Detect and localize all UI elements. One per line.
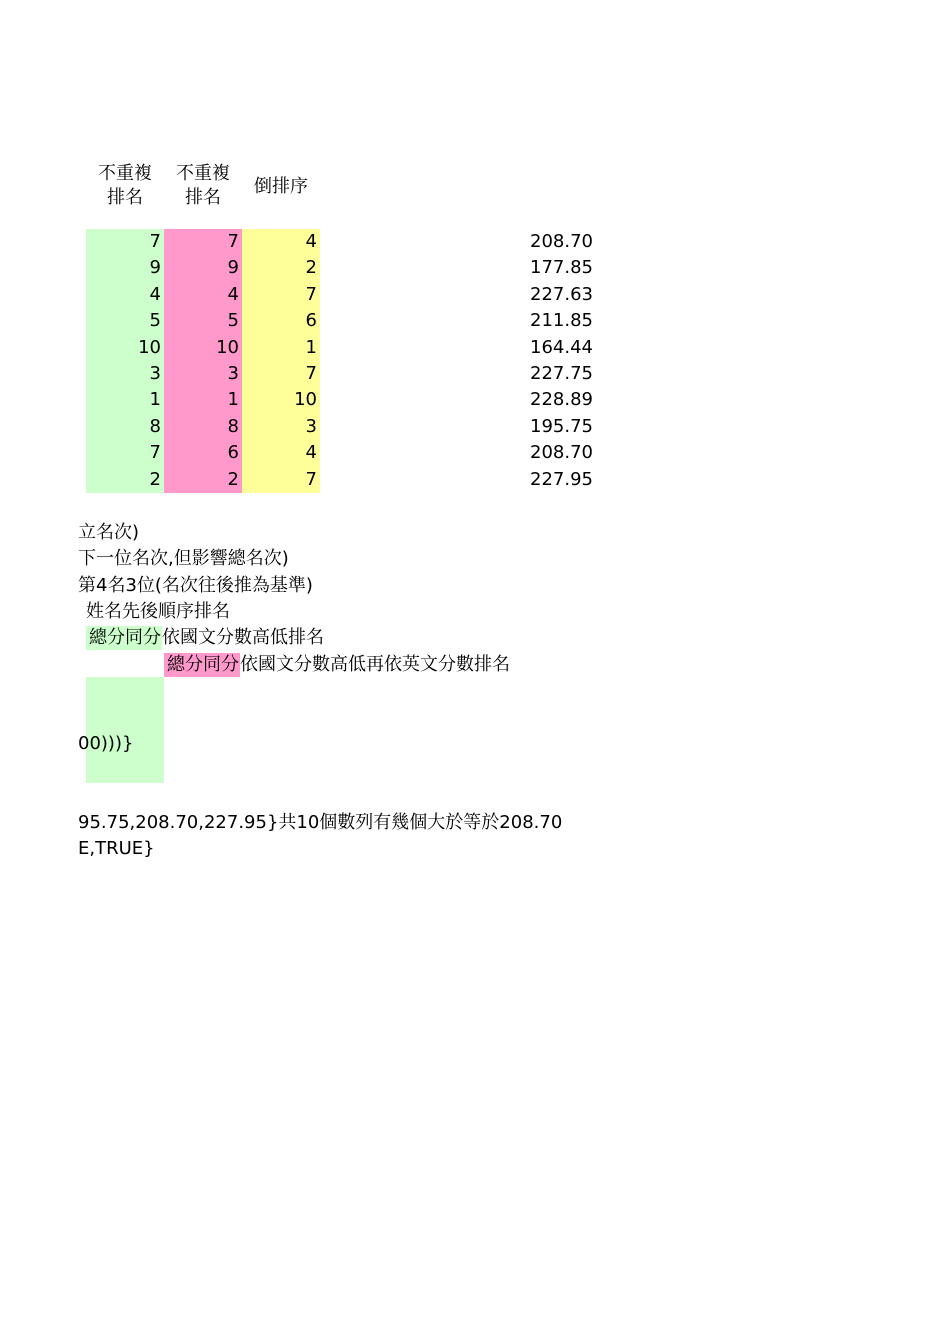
header-unique-rank-2-line1: 不重複 bbox=[176, 163, 230, 184]
array-description-line: 95.75,208.70,227.95}共10個數列有幾個大於等於208.70 bbox=[78, 812, 563, 833]
cell-value[interactable]: 227.63 bbox=[530, 284, 593, 305]
note-line-5 bbox=[86, 625, 324, 651]
cell-reverse[interactable]: 4 bbox=[305, 442, 317, 463]
header-unique-rank-1-line2: 排名 bbox=[107, 187, 143, 208]
note-line-6 bbox=[164, 652, 510, 678]
cell-reverse[interactable]: 7 bbox=[305, 284, 317, 305]
header-unique-rank-2 bbox=[164, 162, 242, 210]
cell-rank-a[interactable]: 8 bbox=[149, 416, 161, 437]
cell-rank-a[interactable]: 10 bbox=[138, 337, 161, 358]
cell-value[interactable]: 177.85 bbox=[530, 257, 593, 278]
cell-rank-b[interactable]: 6 bbox=[227, 442, 239, 463]
cell-rank-b[interactable]: 7 bbox=[227, 231, 239, 252]
cell-rank-b[interactable]: 4 bbox=[227, 284, 239, 305]
tie-highlight-pink: 總分同分 bbox=[164, 653, 240, 677]
cell-reverse[interactable]: 10 bbox=[294, 389, 317, 410]
cell-value[interactable]: 228.89 bbox=[530, 389, 593, 410]
cell-rank-b[interactable]: 5 bbox=[227, 310, 239, 331]
tie-highlight-green: 總分同分 bbox=[86, 626, 162, 650]
cell-reverse[interactable]: 2 bbox=[305, 257, 317, 278]
header-unique-rank-1 bbox=[86, 162, 164, 210]
cell-value[interactable]: 208.70 bbox=[530, 442, 593, 463]
note-line-3: 第4名3位(名次往後推為基準) bbox=[78, 575, 313, 596]
header-reverse-rank bbox=[242, 175, 320, 199]
cell-rank-b[interactable]: 2 bbox=[227, 469, 239, 490]
cell-rank-b[interactable]: 1 bbox=[227, 389, 239, 410]
formula-tail: 00)))} bbox=[78, 733, 134, 754]
cell-reverse[interactable]: 1 bbox=[305, 337, 317, 358]
cell-rank-b[interactable]: 9 bbox=[227, 257, 239, 278]
note-line-5-rest: 依國文分數高低排名 bbox=[162, 627, 324, 648]
cell-value[interactable]: 208.70 bbox=[530, 231, 593, 252]
cell-value[interactable]: 195.75 bbox=[530, 416, 593, 437]
cell-reverse[interactable]: 7 bbox=[305, 469, 317, 490]
cell-rank-b[interactable]: 10 bbox=[216, 337, 239, 358]
header-reverse-rank-line1: 倒排序 bbox=[254, 176, 308, 197]
cell-reverse[interactable]: 6 bbox=[305, 310, 317, 331]
cell-rank-a[interactable]: 5 bbox=[149, 310, 161, 331]
cell-value[interactable]: 164.44 bbox=[530, 337, 593, 358]
cell-rank-a[interactable]: 3 bbox=[149, 363, 161, 384]
cell-value[interactable]: 227.75 bbox=[530, 363, 593, 384]
cell-reverse[interactable]: 7 bbox=[305, 363, 317, 384]
note-line-6-rest: 依國文分數高低再依英文分數排名 bbox=[240, 654, 510, 675]
cell-rank-a[interactable]: 4 bbox=[149, 284, 161, 305]
note-line-1: 立名次) bbox=[78, 522, 140, 543]
cell-reverse[interactable]: 4 bbox=[305, 231, 317, 252]
cell-rank-b[interactable]: 3 bbox=[227, 363, 239, 384]
cell-value[interactable]: 211.85 bbox=[530, 310, 593, 331]
cell-reverse[interactable]: 3 bbox=[305, 416, 317, 437]
cell-rank-a[interactable]: 1 bbox=[149, 389, 161, 410]
note-line-4: 姓名先後順序排名 bbox=[86, 601, 230, 622]
cell-rank-a[interactable]: 2 bbox=[149, 469, 161, 490]
cell-rank-a[interactable]: 9 bbox=[149, 257, 161, 278]
cell-rank-a[interactable]: 7 bbox=[149, 231, 161, 252]
header-unique-rank-1-line1: 不重複 bbox=[98, 163, 152, 184]
header-unique-rank-2-line2: 排名 bbox=[185, 187, 221, 208]
note-line-2: 下一位名次,但影響總名次) bbox=[78, 548, 289, 569]
formula-cell-fill bbox=[86, 677, 164, 783]
cell-value[interactable]: 227.95 bbox=[530, 469, 593, 490]
cell-rank-a[interactable]: 7 bbox=[149, 442, 161, 463]
cell-rank-b[interactable]: 8 bbox=[227, 416, 239, 437]
boolean-array-line: E,TRUE} bbox=[78, 838, 155, 859]
